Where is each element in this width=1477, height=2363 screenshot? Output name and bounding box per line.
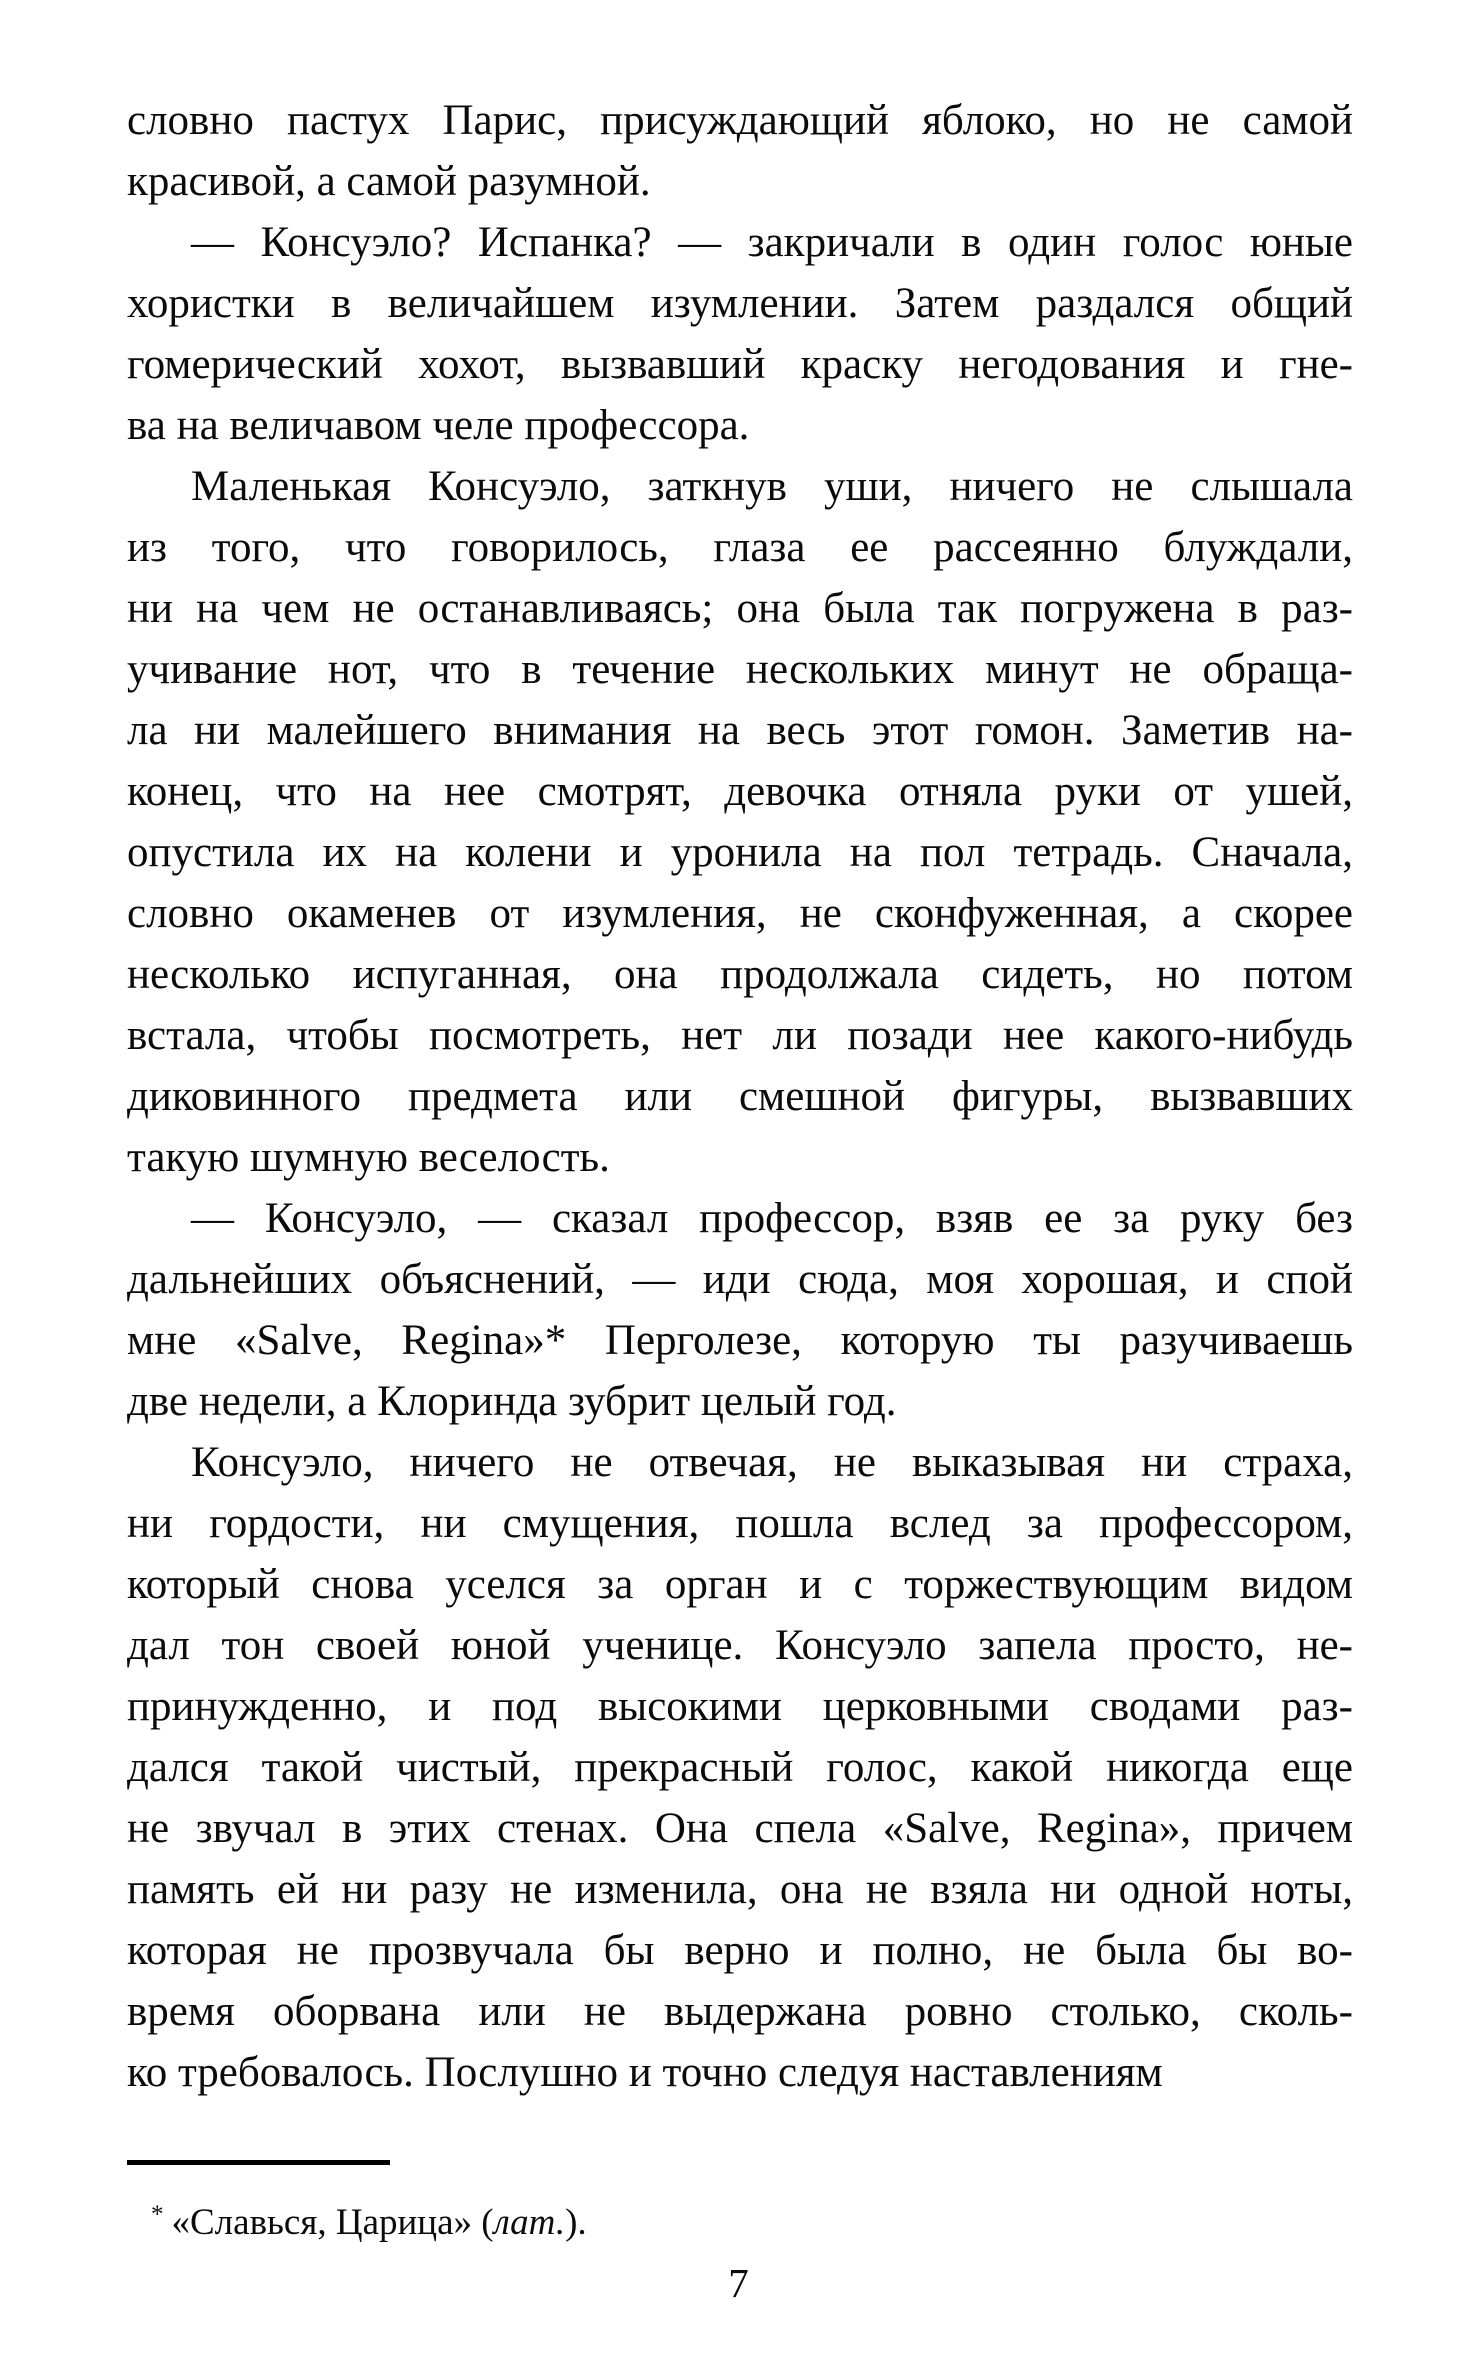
text-line: словно окаменев от изумления, не сконфуженная, а скорее: [127, 890, 1353, 937]
footnote-rule: [127, 2160, 390, 2165]
footnote-marker: *: [151, 2201, 164, 2228]
text-line: учивание нот, что в течение нескольких минут не обраща-: [127, 646, 1353, 693]
text-line: мне «Salve, Regina»* Перголезе, которую ты разучиваешь: [127, 1317, 1353, 1364]
text-line: дался такой чистый, прекрасный голос, какой никогда еще: [127, 1744, 1353, 1791]
text-line: встала, чтобы посмотреть, нет ли позади нее какого-нибудь: [127, 1012, 1353, 1059]
paragraph: [127, 90, 1353, 212]
text-line: ва на величавом челе профессора.: [127, 402, 750, 449]
footnote-suffix: ).: [565, 2202, 587, 2243]
paragraph: [127, 212, 1353, 456]
text-line: такую шумную веселость.: [127, 1134, 610, 1181]
text-line: опустила их на колени и уронила на пол тетрадь. Сначала,: [127, 829, 1353, 876]
text-line: который снова уселся за орган и с торжествующим видом: [127, 1561, 1353, 1608]
text-line: принужденно, и под высокими церковными сводами раз-: [127, 1683, 1353, 1730]
text-line: хористки в величайшем изумлении. Затем раздался общий: [127, 280, 1353, 327]
text-line: Маленькая Консуэло, заткнув уши, ничего не слышала: [191, 463, 1353, 510]
text-line: конец, что на нее смотрят, девочка отняла руки от ушей,: [127, 768, 1353, 815]
text-line: ла ни малейшего внимания на весь этот гомон. Заметив на-: [127, 707, 1353, 754]
text-line: которая не прозвучала бы верно и полно, не была бы во-: [127, 1927, 1353, 1974]
text-line: дальнейших объяснений, — иди сюда, моя хорошая, и спой: [127, 1256, 1353, 1303]
text-line: — Консуэло? Испанка? — закричали в один голос юные: [191, 219, 1353, 266]
page-number: 7: [728, 2260, 749, 2306]
text-line: две недели, а Клоринда зубрит целый год.: [127, 1378, 897, 1425]
text-line: Консуэло, ничего не отвечая, не выказывая ни страха,: [191, 1439, 1353, 1486]
text-line: диковинного предмета или смешной фигуры, вызвавших: [127, 1073, 1353, 1120]
text-line: ни гордости, ни смущения, пошла вслед за профессором,: [127, 1500, 1353, 1547]
paragraph: [127, 1188, 1353, 1432]
text-line: несколько испуганная, она продолжала сидеть, но потом: [127, 951, 1353, 998]
text-line: из того, что говорилось, глаза ее рассеянно блуждали,: [127, 524, 1353, 571]
footnote-text: [127, 2191, 1353, 2247]
text-line: словно пастух Парис, присуждающий яблоко, но не самой: [127, 97, 1353, 144]
text-line: не звучал в этих стенах. Она спела «Salve, Regina», причем: [127, 1805, 1353, 1852]
text-line: гомерический хохот, вызвавший краску негодования и гне-: [127, 341, 1353, 388]
text-line: — Консуэло, — сказал профессор, взяв ее за руку без: [191, 1195, 1353, 1242]
text-line: ни на чем не останавливаясь; она была так погружена в раз-: [127, 585, 1353, 632]
footnote-prefix: «Славься, Царица» (: [171, 2202, 494, 2243]
text-line: время оборвана или не выдержана ровно столько, сколь-: [127, 1988, 1353, 2035]
paragraph: [127, 456, 1353, 1188]
text-line: дал тон своей юной ученице. Консуэло запела просто, не-: [127, 1622, 1353, 1669]
text-line: ко требовалось. Послушно и точно следуя наставлениям: [127, 2049, 1163, 2096]
page-text: [127, 90, 1353, 2103]
footnote: [127, 2160, 1353, 2247]
text-line: память ей ни разу не изменила, она не взяла ни одной ноты,: [127, 1866, 1353, 1913]
paragraph: [127, 1432, 1353, 2103]
text-line: красивой, а самой разумной.: [127, 158, 651, 205]
footnote-language-label: лат.: [493, 2202, 566, 2243]
